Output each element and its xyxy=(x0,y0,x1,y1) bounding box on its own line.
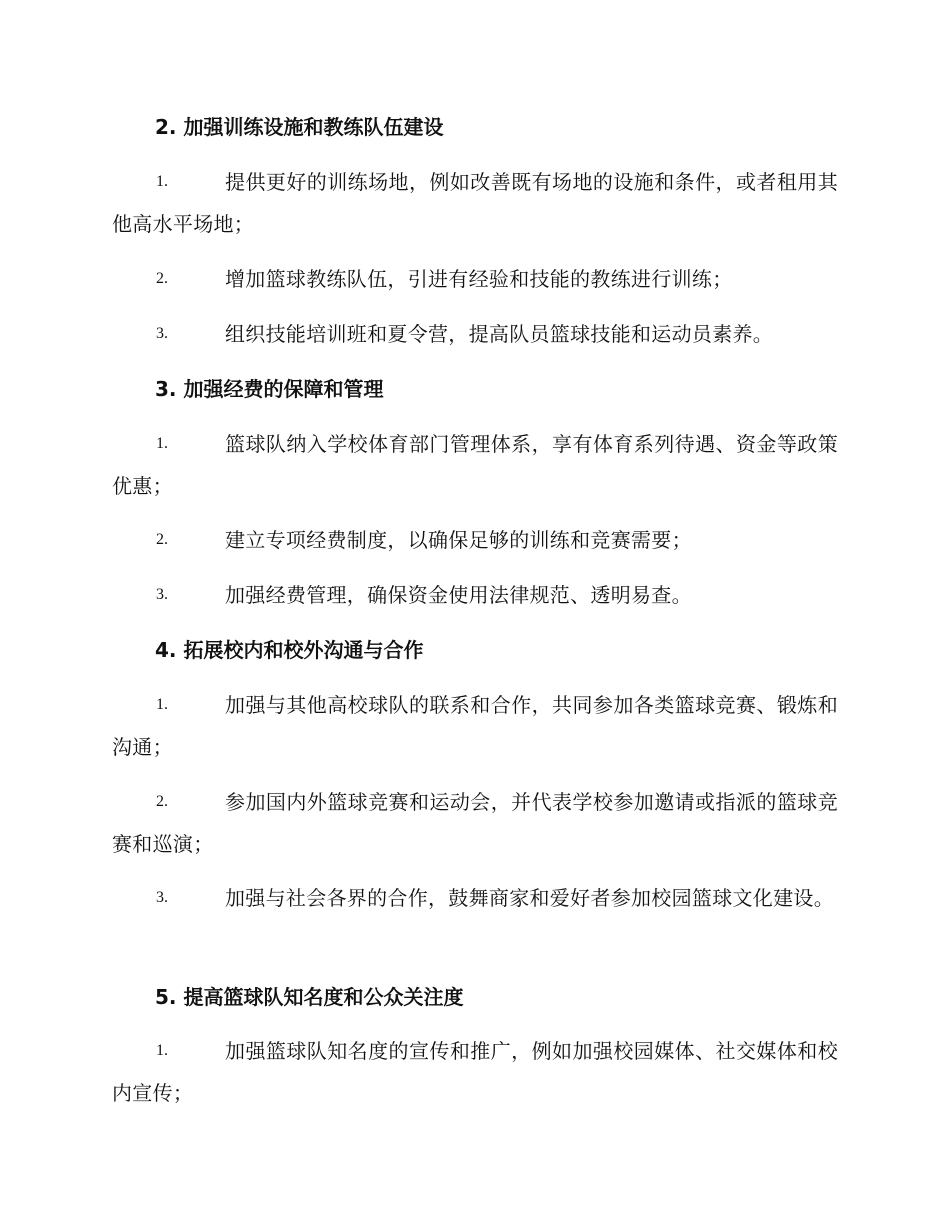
section-heading: 2. 加强训练设施和教练队伍建设 xyxy=(155,115,444,139)
list-item xyxy=(112,519,838,561)
list-text: 组织技能培训班和夏令营，提高队员篮球技能和运动员素养。 xyxy=(225,322,774,346)
list-item xyxy=(112,781,838,865)
list-number: 2. xyxy=(156,531,168,548)
list-number: 1. xyxy=(156,435,168,452)
list-text: 建立专项经费制度，以确保足够的训练和竞赛需要； xyxy=(225,528,692,552)
list-text: 增加篮球教练队伍，引进有经验和技能的教练进行训练； xyxy=(225,267,733,291)
list-number: 1. xyxy=(156,173,168,190)
list-text: 加强与其他高校球队的联系和合作，共同参加各类篮球竞赛、锻炼和沟通； xyxy=(112,693,838,759)
list-item xyxy=(112,1030,838,1114)
section-heading: 4. 拓展校内和校外沟通与合作 xyxy=(155,638,424,662)
list-text: 加强与社会各界的合作，鼓舞商家和爱好者参加校园篮球文化建设。 xyxy=(225,886,834,910)
list-text: 篮球队纳入学校体育部门管理体系，享有体育系列待遇、资金等政策优惠； xyxy=(112,432,838,498)
section-heading: 3. 加强经费的保障和管理 xyxy=(155,377,384,401)
list-item xyxy=(112,877,838,919)
list-item xyxy=(112,258,838,300)
list-number: 1. xyxy=(156,696,168,713)
list-item xyxy=(112,161,838,245)
list-number: 2. xyxy=(156,793,168,810)
section-heading: 5. 提高篮球队知名度和公众关注度 xyxy=(155,985,464,1009)
list-text: 提供更好的训练场地，例如改善既有场地的设施和条件，或者租用其他高水平场地； xyxy=(112,170,838,236)
list-item xyxy=(112,423,838,507)
list-number: 2. xyxy=(156,270,168,287)
list-item xyxy=(112,684,838,768)
list-item xyxy=(112,313,838,355)
list-text: 加强经费管理，确保资金使用法律规范、透明易查。 xyxy=(225,583,692,607)
list-number: 1. xyxy=(156,1042,168,1059)
list-number: 3. xyxy=(156,325,168,342)
list-item xyxy=(112,574,838,616)
list-text: 参加国内外篮球竞赛和运动会，并代表学校参加邀请或指派的篮球竞赛和巡演； xyxy=(112,790,838,856)
list-number: 3. xyxy=(156,586,168,603)
list-text: 加强篮球队知名度的宣传和推广，例如加强校园媒体、社交媒体和校内宣传； xyxy=(112,1039,838,1105)
list-number: 3. xyxy=(156,889,168,906)
